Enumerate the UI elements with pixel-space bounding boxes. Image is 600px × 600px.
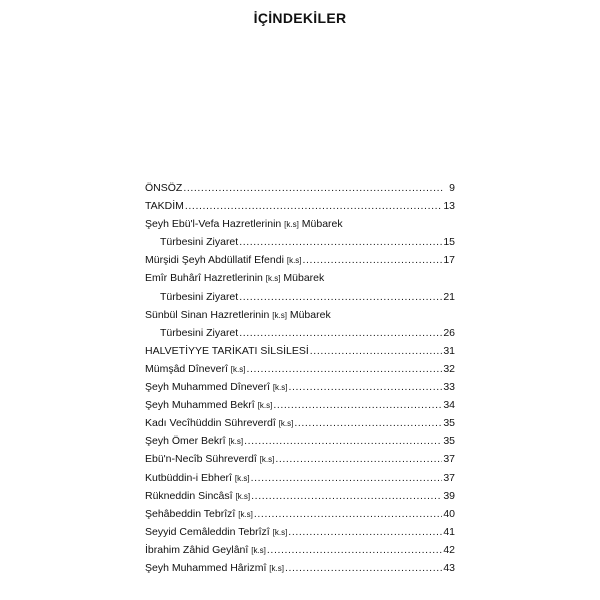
toc-entry-text: Mürşidi Şeyh Abdüllatif Efendi	[145, 254, 284, 267]
toc-entry-title	[145, 309, 331, 321]
toc-entry-tag: [k.s]	[272, 383, 288, 393]
toc-entry-title	[145, 450, 274, 469]
toc-entry[interactable]	[145, 396, 455, 414]
toc-entry-title	[145, 559, 284, 578]
toc-entry-tag: [k.s]	[272, 310, 287, 320]
toc-line	[145, 360, 455, 378]
toc-entry[interactable]	[145, 251, 455, 269]
toc-dot-leader	[239, 288, 442, 306]
toc-page-number: 41	[443, 525, 455, 538]
toc-entry-title	[145, 342, 309, 360]
toc-entry-tag: [k.s]	[228, 437, 244, 447]
toc-entry[interactable]	[145, 179, 455, 197]
toc-entry-title	[145, 487, 250, 506]
toc-entry-title	[145, 179, 182, 197]
toc-entry-text: Seyyid Cemâleddin Tebrîzî	[145, 525, 270, 538]
toc-entry-title	[145, 432, 243, 451]
toc-line	[145, 469, 455, 487]
toc-line	[145, 179, 455, 197]
toc-entry[interactable]	[145, 378, 455, 396]
toc-line	[145, 233, 455, 251]
toc-dot-leader	[244, 432, 442, 450]
toc-entry[interactable]	[145, 450, 455, 468]
toc-entry-tag: [k.s]	[286, 256, 302, 266]
toc-line	[145, 269, 455, 287]
toc-entry-title	[160, 288, 238, 306]
toc-entry[interactable]	[145, 432, 455, 450]
toc-entry-text: Şeyh Muhammed Bekrî	[145, 399, 255, 412]
toc-entry[interactable]	[145, 342, 455, 360]
toc-entry[interactable]	[145, 541, 455, 559]
toc-line	[145, 432, 455, 450]
toc-entry-tag: [k.s]	[257, 401, 273, 411]
toc-entry[interactable]	[145, 269, 455, 305]
toc-line	[145, 251, 455, 269]
toc-entry-text: Rükneddin Sincâsî	[145, 489, 233, 502]
toc-entry-tag: [k.s]	[238, 509, 253, 519]
toc-entry-tag: [k.s]	[265, 274, 281, 284]
toc-page-number: 33	[443, 381, 455, 394]
toc-page-number: 39	[443, 489, 455, 502]
toc-entry-title	[145, 218, 343, 230]
toc-page-number: 37	[443, 453, 455, 466]
toc-entry-text: Türbesini Ziyaret	[160, 326, 239, 339]
toc-line	[145, 215, 455, 233]
toc-entry-title	[145, 541, 266, 560]
toc-entry-title	[160, 324, 238, 342]
toc-entry-tag: [k.s]	[259, 455, 275, 465]
toc-line	[145, 505, 455, 523]
toc-entry-text: Mübarek	[289, 308, 331, 321]
toc-entry-text: Mübarek	[301, 218, 343, 231]
toc-line	[145, 396, 455, 414]
toc-entry-text: TAKDİM	[145, 200, 184, 213]
toc-entry-tag: [k.s]	[284, 220, 299, 230]
toc-entry-text: ÖNSÖZ	[145, 182, 183, 194]
toc-page-number: 17	[443, 254, 455, 267]
toc-line	[145, 342, 455, 360]
toc-entry[interactable]	[145, 469, 455, 487]
toc-entry-text: İbrahim Zâhid Geylânî	[145, 543, 249, 556]
toc-dot-leader	[303, 251, 443, 269]
toc-entry[interactable]	[145, 559, 455, 577]
toc-entry-text: Ebü'n-Necîb Sühreverdî	[145, 453, 257, 466]
toc-entry-title	[160, 233, 238, 251]
toc-line	[145, 541, 455, 559]
toc-entry-text: Şeyh Muhammed Dîneverî	[145, 381, 270, 394]
toc-line	[145, 288, 455, 306]
toc-line	[145, 414, 455, 432]
toc-dot-leader	[294, 414, 442, 432]
toc-page-number: 31	[443, 344, 455, 357]
toc-entry[interactable]	[145, 215, 455, 251]
toc-dot-leader	[183, 179, 444, 197]
toc-entry-title	[145, 523, 287, 542]
toc-entry[interactable]	[145, 306, 455, 342]
toc-dot-leader	[310, 342, 443, 360]
toc-entry-tag: [k.s]	[278, 419, 294, 429]
toc-entry-title	[145, 251, 302, 270]
toc-entry-title	[145, 272, 324, 284]
toc-entry[interactable]	[145, 505, 455, 523]
toc-entry-text: HALVETİYYE TARİKATI SİLSİLESİ	[145, 344, 309, 357]
toc-line	[145, 559, 455, 577]
toc-entry-text: Şeyh Ebü'l-Vefa Hazretlerinin	[145, 218, 282, 231]
toc-entry-title	[145, 396, 272, 415]
toc-dot-leader	[288, 523, 442, 541]
toc-entry-title	[145, 469, 250, 488]
toc-entry-tag: [k.s]	[230, 364, 246, 374]
toc-dot-leader	[288, 378, 442, 396]
toc-page-number: 26	[443, 326, 455, 339]
toc-entry[interactable]	[145, 360, 455, 378]
toc-dot-leader	[251, 487, 442, 505]
toc-entry-title	[145, 505, 253, 524]
toc-page-number: 40	[443, 507, 455, 520]
toc-entry-text: Mümşâd Dîneverî	[145, 362, 228, 375]
toc-page-number: 15	[443, 236, 455, 249]
toc-page-number: 43	[443, 561, 455, 574]
toc-page-number: 13	[443, 200, 455, 213]
toc-line	[145, 450, 455, 468]
toc-line	[145, 306, 455, 324]
toc-page-number: 42	[443, 543, 455, 556]
toc-entry[interactable]	[145, 414, 455, 432]
toc-entry-tag: [k.s]	[234, 473, 250, 483]
toc-entry-text: Şeyh Muhammed Hârizmî	[145, 561, 267, 574]
toc-dot-leader	[239, 324, 442, 342]
toc-entry-title	[145, 360, 245, 379]
toc-entry-text: Şehâbeddin Tebrîzî	[145, 507, 236, 520]
toc-entry-title	[145, 378, 287, 397]
toc-dot-leader	[267, 541, 442, 559]
toc-entry-title	[145, 414, 293, 433]
toc-page-number: 32	[443, 362, 455, 375]
toc-dot-leader	[254, 505, 442, 523]
toc-entry-text: Kadı Vecîhüddin Sühreverdî	[145, 417, 276, 430]
toc-entry-text: Kutbüddin-i Ebherî	[145, 471, 232, 484]
toc-entry-tag: [k.s]	[251, 545, 266, 555]
toc-page-number: 35	[443, 435, 455, 448]
toc-entry-title	[145, 197, 184, 215]
toc-page-number: 35	[443, 417, 455, 430]
table-of-contents	[145, 179, 455, 577]
toc-entry-text: Türbesini Ziyaret	[160, 290, 239, 303]
toc-entry-text: Sünbül Sinan Hazretlerinin	[145, 308, 270, 321]
toc-page-number: 37	[443, 471, 455, 484]
toc-entry-text: Şeyh Ömer Bekrî	[145, 435, 226, 448]
toc-dot-leader	[273, 396, 442, 414]
toc-entry[interactable]	[145, 523, 455, 541]
toc-dot-leader	[246, 360, 442, 378]
toc-entry-text: Emîr Buhârî Hazretlerinin	[145, 272, 263, 285]
toc-entry[interactable]	[145, 197, 455, 215]
toc-line	[145, 324, 455, 342]
toc-dot-leader	[285, 559, 442, 577]
toc-line	[145, 487, 455, 505]
toc-line	[145, 523, 455, 541]
toc-page-number: 34	[443, 399, 455, 412]
toc-entry-tag: [k.s]	[272, 527, 288, 537]
toc-page-number: 9	[449, 182, 455, 194]
toc-page-number: 21	[443, 290, 455, 303]
toc-dot-leader	[251, 469, 443, 487]
page-title: İÇİNDEKİLER	[253, 10, 347, 26]
toc-entry-tag: [k.s]	[235, 491, 251, 501]
toc-dot-leader	[185, 197, 442, 215]
toc-entry-text: Türbesini Ziyaret	[160, 236, 239, 249]
toc-dot-leader	[239, 233, 442, 251]
toc-dot-leader	[275, 450, 442, 468]
toc-line	[145, 197, 455, 215]
toc-entry-text: Mübarek	[283, 272, 325, 285]
toc-entry[interactable]	[145, 487, 455, 505]
toc-line	[145, 378, 455, 396]
toc-entry-tag: [k.s]	[269, 563, 284, 573]
